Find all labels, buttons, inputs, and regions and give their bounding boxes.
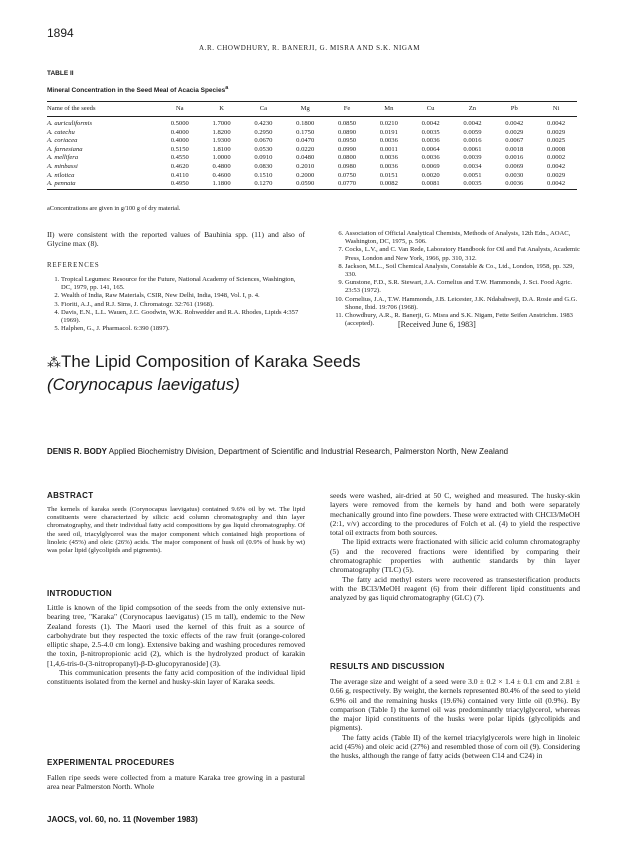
value-cell: 0.1750	[296, 128, 315, 136]
value-cell: 0.0191	[379, 128, 398, 136]
value-cell: 0.0051	[463, 171, 482, 179]
value-cell: 0.0069	[505, 162, 524, 170]
species-cell: A. farnesiana	[47, 145, 83, 153]
asterism-icon: ⁂	[47, 354, 61, 370]
value-cell: 0.0036	[421, 154, 440, 162]
table-footnote: aConcentrations are given in g/100 g of dry material.	[47, 205, 181, 212]
reference-item: 1. Tropical Legumes: Resource for the Future, National Academy of Sciences, Washington, DC, 1979, pp. 141, 165.	[61, 276, 305, 292]
value-cell: 1.0000	[212, 154, 231, 162]
column-header: Name of the seeds	[47, 105, 96, 112]
value-cell: 0.4000	[170, 128, 189, 136]
species-cell: A. nilotica	[47, 171, 75, 179]
value-cell: 0.0850	[337, 120, 357, 127]
value-cell: 0.0910	[254, 154, 273, 162]
table-row	[47, 180, 577, 189]
value-cell: 0.0990	[337, 145, 357, 153]
value-cell: 0.0530	[254, 145, 273, 153]
value-cell: 0.0016	[505, 154, 524, 162]
value-cell: 0.0081	[421, 180, 440, 188]
species-cell: A. coriacea	[47, 137, 78, 145]
value-cell: 0.0980	[337, 162, 357, 170]
value-cell: 0.0036	[379, 154, 398, 162]
value-cell: 0.0036	[379, 162, 398, 170]
value-cell: 0.0890	[337, 128, 357, 136]
value-cell: 0.5150	[170, 145, 189, 153]
table-row	[47, 154, 577, 163]
value-cell: 0.0067	[505, 137, 524, 145]
table-caption: Mineral Concentration in the Seed Meal of Acacia Species$^a$	[47, 85, 229, 95]
reference-item: 11. Chowdhury, A.R., R. Banerji, G. Misra and S.K. Nigam, Fette Seifen Anstrichm. 1983 (accepted).	[345, 312, 581, 328]
value-cell: 0.4000	[170, 137, 189, 145]
value-cell: 0.0008	[547, 145, 566, 153]
table-row	[47, 137, 577, 146]
running-head: A.R. CHOWDHURY, R. BANERJI, G. MISRA AND S.K. NIGAM	[198, 44, 421, 52]
references-heading: REFERENCES	[47, 262, 100, 269]
value-cell: 0.0470	[296, 137, 315, 145]
value-cell: 0.0029	[547, 128, 566, 136]
value-cell: 0.0018	[505, 145, 524, 153]
value-cell: 0.4110	[170, 171, 189, 179]
value-cell: 0.0029	[505, 128, 524, 136]
value-cell: 0.0220	[296, 145, 315, 153]
table-row	[47, 146, 577, 155]
journal-footer: JAOCS, vol. 60, no. 11 (November 1983)	[47, 815, 198, 824]
value-cell: 0.1800	[296, 120, 315, 127]
value-cell: 0.4230	[254, 120, 273, 127]
value-cell: 0.0800	[337, 154, 357, 162]
value-cell: 1.1800	[212, 180, 231, 188]
intro-heading: INTRODUCTION	[47, 589, 112, 598]
column-header: Ca	[259, 105, 268, 112]
column-header: Ni	[552, 105, 560, 112]
column-header: K	[219, 105, 224, 112]
value-cell: 0.4550	[170, 154, 189, 162]
value-cell: 0.0059	[463, 128, 482, 136]
reference-item: 10. Cornelius, J.A., T.W. Hammonds, J.B. Leicester, J.K. Ndabahweji, D.A. Rosie and G.G. Shone, Ibid. 19:706 (1968).	[345, 296, 581, 312]
value-cell: 0.0016	[463, 137, 482, 145]
abstract-text: The kernels of karaka seeds (Corynocapus laevigatus) contained 9.6% oil by wt. The lipid constituents were characterized by silicic acid column chromatography and thin layer chromatography, and their individual fatty acid compositions by gas liquid chromatography. Of the seed oil, triacylglycerol was the major component which contained high proportions of linoleic (45%) and oleic (26%) acids. The major component of husk oil (0.9% of husk by wt) was polar lipid (glycolipids and pigments).	[47, 506, 305, 555]
results-body: The average size and weight of a seed were 3.0 ± 0.2 × 1.4 ± 0.1 cm and 2.81 ± 0.66 g, respectively. By weight, the kernels represented 80.4% of the seed to yield 6.9% oil and the remaining husks (19.6%) contained very little oil (0.9%). By comparison (Table I) the kernel oil was predominantly triacylglycerol, whereas the major lipid constituents of the husks were polar lipids (glycolipids and pigments). The fatty acids (Table II) of the kernel triacylglycerols were high in linoleic acid (45%) and oleic acid (27%) and resembled those of corn oil (9). Considering the husks, although the range of fatty acids (between C14 and C24) in	[330, 677, 580, 761]
value-cell: 0.0036	[505, 180, 524, 188]
species-cell: A. auriculiformis	[47, 120, 93, 127]
value-cell: 0.0590	[296, 180, 315, 188]
value-cell: 0.0011	[379, 145, 398, 153]
value-cell: 0.0042	[547, 162, 566, 170]
table-row	[47, 129, 577, 138]
value-cell: 0.0210	[379, 120, 398, 127]
value-cell: 0.4600	[212, 171, 231, 179]
value-cell: 0.0036	[379, 137, 398, 145]
intro-body: Little is known of the lipid compsotion of the seeds from the only extensive nut-bearing tree, "Karaka" (Corynocapus laevigatus) (15 m tall), endemic to the New Zealand forests (1). The Maori used the kernel of this fruit as a source of carbohydrate but they respected the toxic effects of the raw fruit (orange-colored elliptic shape, 2.5-4.0 cm long). Extensive baking and washing procedures removed the toxin, β-nitropropionic acid (2), which is the hydrolyzed product of karakin [1,4,6-tris-0-(3-nitropropanyl)-β-D-glucopyranoside] (3). This communication presents the fatty acid composition of the individual lipid constituents isolated from the kernel and husky-skin layer of Karaka seeds.	[47, 603, 305, 687]
value-cell: 0.1270	[254, 180, 273, 188]
value-cell: 0.0061	[463, 145, 482, 153]
value-cell: 0.0042	[463, 120, 482, 127]
column-header: Zn	[468, 105, 477, 112]
table-row	[47, 172, 577, 181]
column-header: Cu	[426, 105, 435, 112]
value-cell: 0.0036	[421, 137, 440, 145]
value-cell: 0.0480	[296, 154, 315, 162]
reference-item: 5. Halphen, G., J. Pharmacol. 6:390 (1897).	[61, 325, 305, 333]
experimental-body: Fallen ripe seeds were collected from a mature Karaka tree growing in a pastural area near Palmerston North. Whole	[47, 773, 305, 792]
value-cell: 0.0950	[337, 137, 357, 145]
value-cell: 0.4620	[170, 162, 189, 170]
methods-body: seeds were washed, air-dried at 50 C, weighed and measured. The husky-skin layers were removed from the kernels by hand and both were separately mechanically ground into fine powders. These were extracted with CHCl3/MeOH (2:1, v/v) according to the procedures of Folch et al. (4) to yield the respective total oil extracts from both sources. The lipid extracts were fractionated with silicic acid column chromatography (5) and the recovered fractions were identified by comparing their chromatographic properties with authentic standards by thin layer chromatography (TLC) (5). The fatty acid methyl esters were recovered as transesterification products with the BCl3/MeOH reagent (6) from their different lipid constituents and analyzed by gas liquid chromatography (GLC) (7).	[330, 491, 580, 603]
page-number: 1894	[47, 26, 74, 40]
value-cell: 0.0029	[547, 171, 566, 179]
table-row	[47, 163, 577, 172]
value-cell: 0.0830	[254, 162, 273, 170]
value-cell: 0.0025	[547, 137, 566, 145]
value-cell: 0.0750	[337, 171, 357, 179]
table-label: TABLE II	[47, 70, 74, 77]
table-row	[47, 117, 577, 129]
reference-item: 9. Gunstone, F.D., S.R. Stewart, J.A. Cornelius and T.W. Hammonds, J. Sci. Food Agric. 23:53 (1972).	[345, 279, 581, 295]
column-header: Pb	[510, 105, 518, 112]
reference-item: 6. Association of Official Analytical Chemists, Methods of Analysis, 12th Edn., AOAC, Washington, DC, 1975, p. 506.	[345, 230, 581, 246]
prev-article-continuation: II) were consistent with the reported values of Bauhinia spp. (11) and also of Glycine max (8).	[47, 230, 305, 249]
references-right	[331, 230, 581, 328]
value-cell: 0.2000	[296, 171, 315, 179]
value-cell: 0.0082	[379, 180, 398, 188]
value-cell: 0.4800	[212, 162, 231, 170]
value-cell: 0.0034	[463, 162, 482, 170]
value-cell: 0.2010	[296, 162, 315, 170]
value-cell: 0.0042	[547, 120, 566, 127]
value-cell: 0.0064	[421, 145, 440, 153]
value-cell: 0.0042	[505, 120, 524, 127]
value-cell: 0.0069	[421, 162, 440, 170]
reference-item: 2. Wealth of India, Raw Materials, CSIR, New Delhi, India, 1948, Vol. I, p. 4.	[61, 292, 305, 300]
references-left	[47, 276, 305, 333]
value-cell: 0.0035	[421, 128, 440, 136]
value-cell: 1.8100	[212, 145, 231, 153]
value-cell: 0.0042	[547, 180, 566, 188]
article-subtitle: (Corynocapus laevigatus)	[47, 375, 240, 394]
value-cell: 0.0042	[421, 120, 440, 127]
species-cell: A. pennata	[47, 180, 76, 188]
value-cell: 0.0151	[379, 171, 398, 179]
value-cell: 0.0030	[505, 171, 524, 179]
reference-item: 3. Fioriti, A.J., and R.J. Sims, J. Chromatogr. 32:761 (1968).	[61, 301, 305, 309]
value-cell: 0.5000	[170, 120, 189, 127]
column-header: Fe	[343, 105, 351, 112]
value-cell: 0.4950	[170, 180, 189, 188]
results-heading: RESULTS AND DISCUSSION	[330, 662, 445, 671]
author-line: DENIS R. BODY Applied Biochemistry Division, Department of Scientific and Industrial Research, Palmerston North, New Zealand	[47, 447, 509, 456]
column-header: Mg	[300, 105, 310, 112]
experimental-heading: EXPERIMENTAL PROCEDURES	[47, 758, 175, 767]
value-cell: 0.1510	[254, 171, 273, 179]
species-cell: A. minbassi	[47, 162, 78, 170]
species-cell: A. catechu	[47, 128, 75, 136]
value-cell: 0.0770	[337, 180, 357, 188]
species-cell: A. mellifera	[47, 154, 79, 162]
value-cell: 0.0002	[547, 154, 566, 162]
reference-item: 4. Davis, E.N., L.L. Wauen, J.C. Goodwin, W.K. Rohwedder and R.A. Rhodes, Lipids 4:357 (1969).	[61, 309, 305, 325]
value-cell: 0.2950	[254, 128, 273, 136]
value-cell: 0.0039	[463, 154, 482, 162]
mineral-table	[47, 101, 577, 190]
value-cell: 1.9300	[212, 137, 231, 145]
value-cell: 0.0670	[254, 137, 273, 145]
value-cell: 1.8200	[212, 128, 231, 136]
value-cell: 0.0035	[463, 180, 482, 188]
column-header: Mn	[384, 105, 394, 112]
value-cell: 1.7000	[212, 120, 231, 127]
abstract-heading: ABSTRACT	[47, 491, 94, 500]
column-header: Na	[175, 105, 184, 112]
value-cell: 0.0020	[421, 171, 440, 179]
article-title: ⁂The Lipid Composition of Karaka Seeds	[47, 352, 361, 371]
reference-item: 8. Jackson, M.L., Soil Chemical Analysis, Constable & Co., Ltd., London, 1958, pp. 329, 330.	[345, 263, 581, 279]
reference-item: 7. Cocks, L.V., and C. Van Rede, Laboratory Handbook for Oil and Fat Analysts, Academic Press, London and New York, 1966, pp. 310, 312.	[345, 246, 581, 262]
received-date: [Received June 6, 1983]	[398, 320, 476, 329]
